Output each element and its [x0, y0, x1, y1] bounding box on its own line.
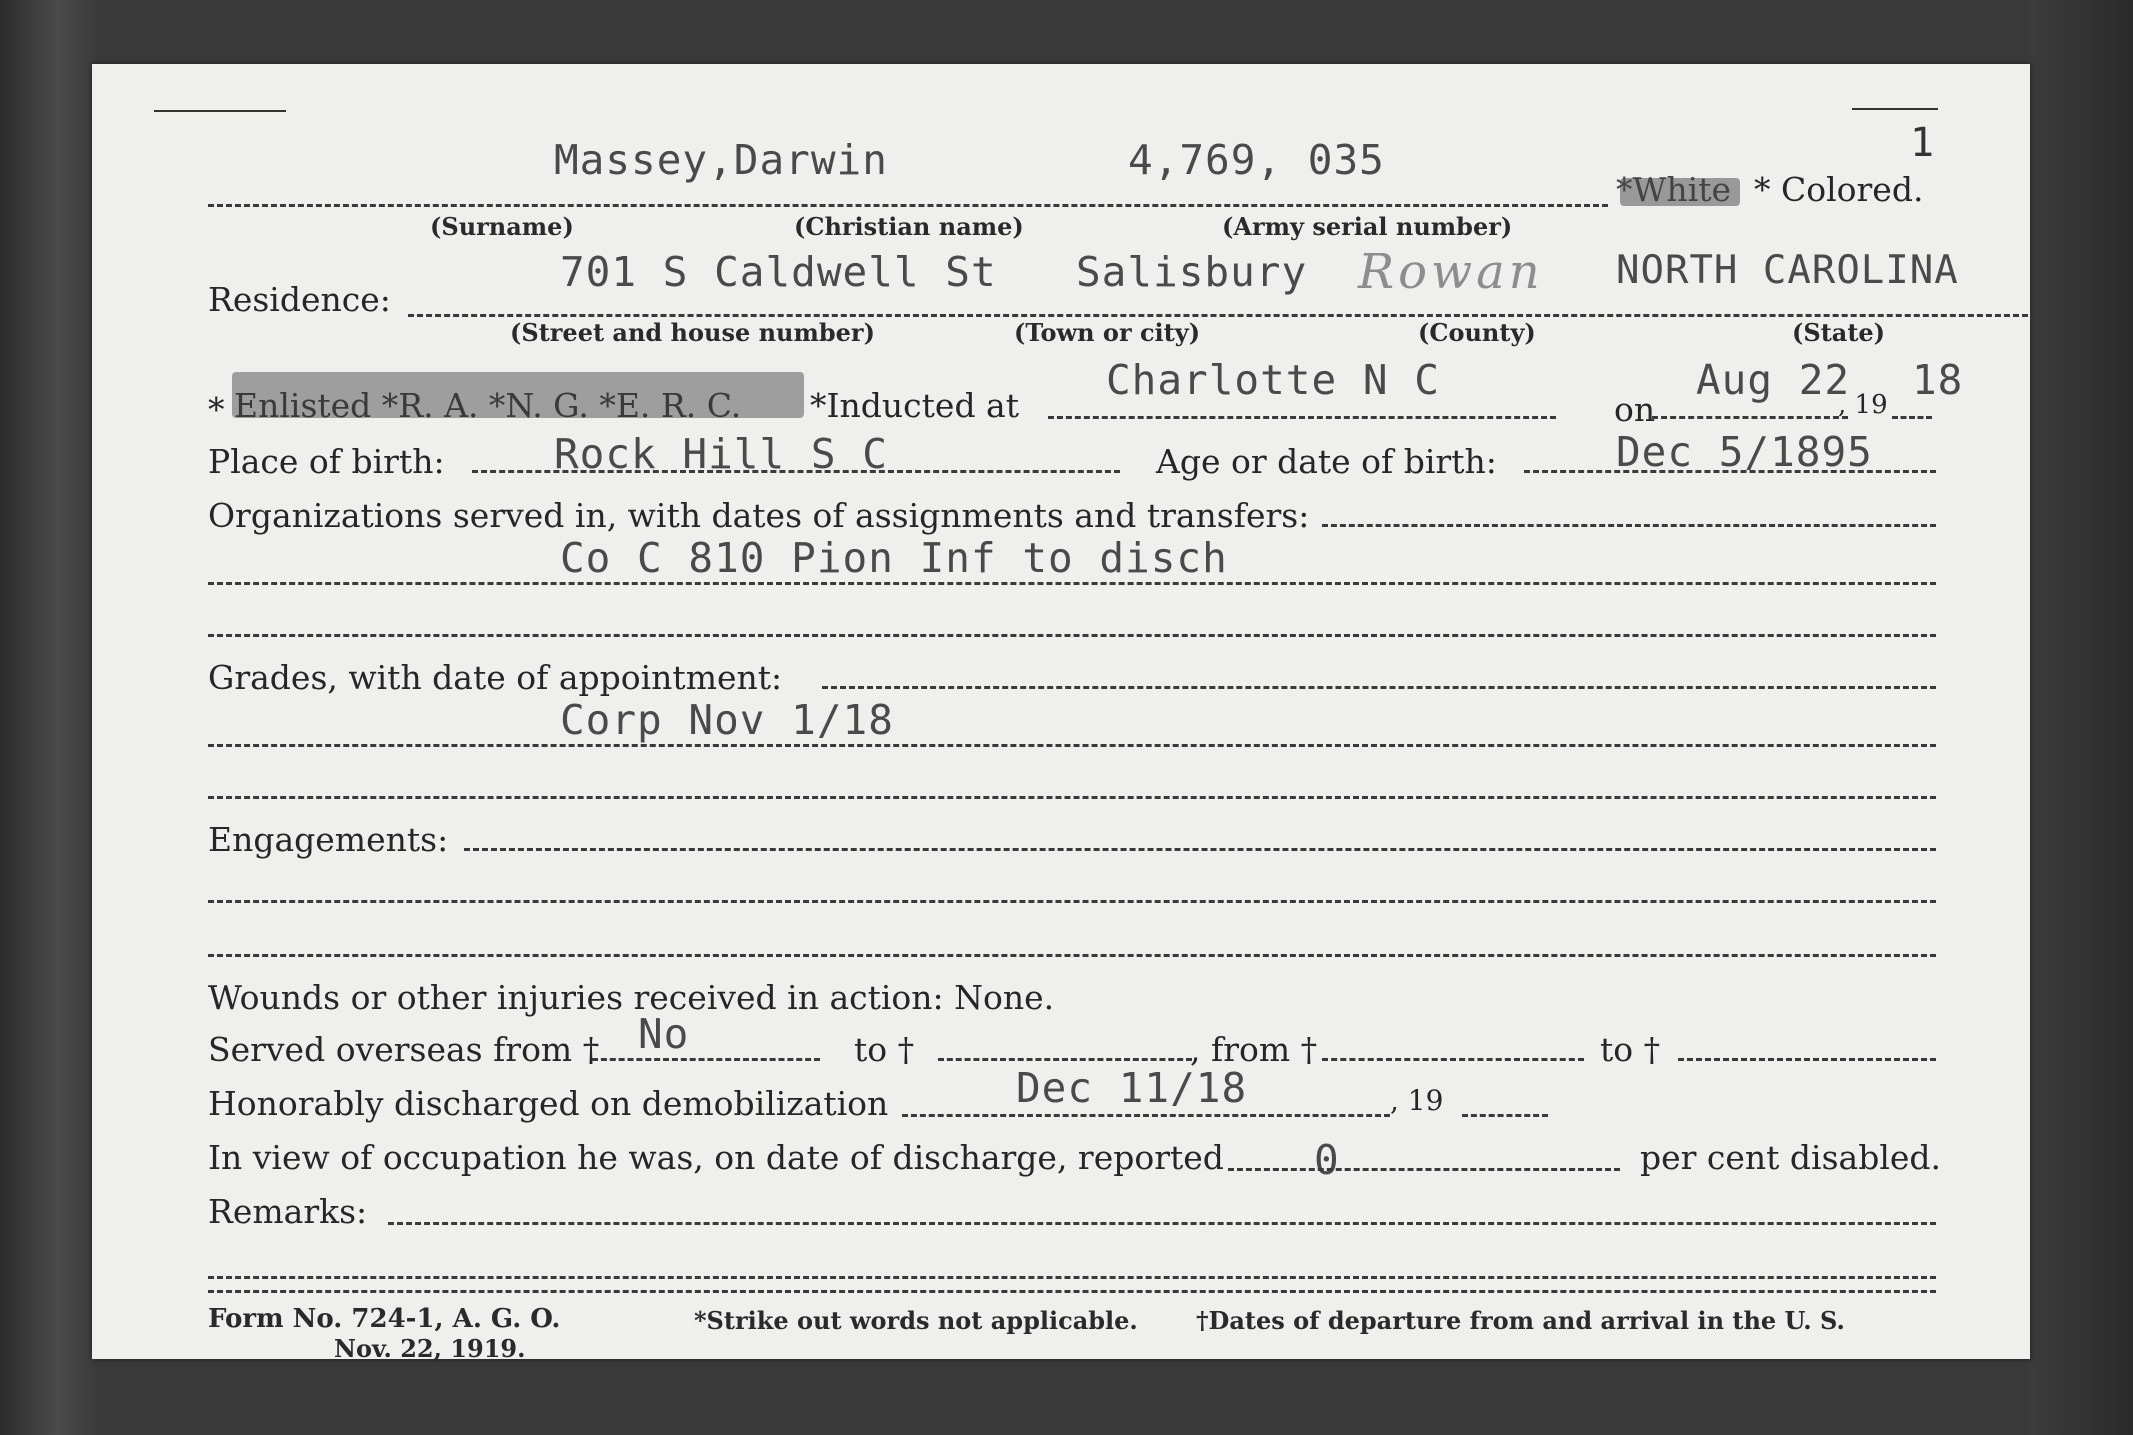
strike-note: *Strike out words not applicable. [694, 1306, 1138, 1335]
disabled-line [1228, 1168, 1620, 1171]
caption-state: (State) [1792, 318, 1886, 347]
discharged-year: , 19 [1390, 1084, 1444, 1117]
residence-county-handwritten: Rowan [1358, 244, 1544, 300]
birth-place: Rock Hill S C [554, 430, 888, 478]
organizations-line-0 [1322, 524, 1936, 527]
grades-value: Corp Nov 1/18 [560, 696, 894, 744]
race-colored: * Colored. [1754, 170, 1924, 209]
caption-town: (Town or city) [1014, 318, 1201, 347]
overseas-to2-line [1678, 1058, 1936, 1061]
grades-line-2 [208, 796, 1936, 799]
organizations-value: Co C 810 Pion Inf to disch [560, 534, 1228, 582]
service-record-card [92, 64, 2030, 1363]
race-white: *White [1616, 170, 1732, 209]
form-date: Nov. 22, 1919. [334, 1334, 526, 1363]
overseas-to-line [938, 1058, 1192, 1061]
residence-street: 701 S Caldwell St [560, 248, 997, 296]
caption-christian: (Christian name) [794, 212, 1024, 241]
engagements-label: Engagements: [208, 820, 449, 859]
wounds-label: Wounds or other injuries received in action: None. [208, 978, 1055, 1017]
inducted-date: Aug 22 [1696, 356, 1851, 404]
dates-note: †Dates of departure from and arrival in the U. S. [1196, 1306, 1845, 1335]
grades-line-0 [822, 686, 1936, 689]
residence-city: Salisbury [1076, 248, 1308, 296]
card-number: 1 [1910, 120, 1936, 166]
disabled-suffix: per cent disabled. [1640, 1138, 1942, 1177]
remarks-line-2 [208, 1290, 1936, 1293]
top-right-rule [1852, 108, 1938, 110]
inducted-date-line [1652, 416, 1848, 419]
name-line [208, 204, 1608, 207]
occupation-label: In view of occupation he was, on date of discharge, reported [208, 1138, 1224, 1177]
caption-county: (County) [1418, 318, 1536, 347]
to2-label: to † [1600, 1030, 1661, 1069]
grades-label: Grades, with date of appointment: [208, 658, 783, 697]
birth-date-line [1524, 470, 1936, 473]
discharged-year-line [1462, 1114, 1548, 1117]
from-label: , from † [1190, 1030, 1318, 1069]
form-number: Form No. 724-1, A. G. O. [208, 1304, 561, 1334]
inducted-label: *Inducted at [810, 386, 1019, 425]
caption-street: (Street and house number) [510, 318, 875, 347]
residence-state: NORTH CAROLINA [1616, 248, 1959, 293]
enlisted-options: Enlisted *R. A. *N. G. *E. R. C. [234, 386, 742, 425]
grades-line-1 [208, 744, 1936, 747]
engagements-line-0 [464, 848, 1936, 851]
scan-background-right [2030, 0, 2133, 1435]
remarks-label: Remarks: [208, 1192, 368, 1231]
army-serial: 4,769, 035 [1128, 136, 1385, 184]
on-label: on [1614, 390, 1656, 429]
birth-place-line [472, 470, 1120, 473]
caption-serial: (Army serial number) [1222, 212, 1513, 241]
engagements-line-2 [208, 954, 1936, 957]
inducted-place-line [1048, 416, 1556, 419]
birth-place-label: Place of birth: [208, 442, 445, 481]
organizations-line-1 [208, 582, 1936, 585]
enlisted-asterisk: * [208, 390, 225, 429]
discharged-date-line [902, 1114, 1390, 1117]
disabled-value: 0 [1314, 1136, 1340, 1184]
top-left-rule [154, 110, 286, 112]
inducted-place: Charlotte N C [1106, 356, 1440, 404]
remarks-line-0 [388, 1222, 1936, 1225]
engagements-line-1 [208, 900, 1936, 903]
year-value: 18 [1912, 356, 1964, 404]
to-label: to † [854, 1030, 915, 1069]
overseas-from-line [592, 1058, 820, 1061]
overseas-label: Served overseas from † [208, 1030, 600, 1069]
caption-surname: (Surname) [430, 212, 574, 241]
year-line [1892, 416, 1932, 419]
surname-given: Massey,Darwin [554, 136, 888, 184]
year-prefix: , 19 [1838, 390, 1888, 420]
discharged-date: Dec 11/18 [1016, 1064, 1248, 1112]
organizations-label: Organizations served in, with dates of assignments and transfers: [208, 496, 1310, 535]
residence-line [408, 314, 2028, 317]
remarks-line-1 [208, 1276, 1936, 1279]
birth-date: Dec 5/1895 [1616, 428, 1873, 476]
residence-label: Residence: [208, 280, 391, 319]
discharged-label: Honorably discharged on demobilization [208, 1084, 889, 1123]
overseas-from2-line [1322, 1058, 1584, 1061]
organizations-line-2 [208, 634, 1936, 637]
scan-background-left [0, 0, 95, 1435]
overseas-value: No [638, 1010, 690, 1058]
age-label: Age or date of birth: [1156, 442, 1497, 481]
